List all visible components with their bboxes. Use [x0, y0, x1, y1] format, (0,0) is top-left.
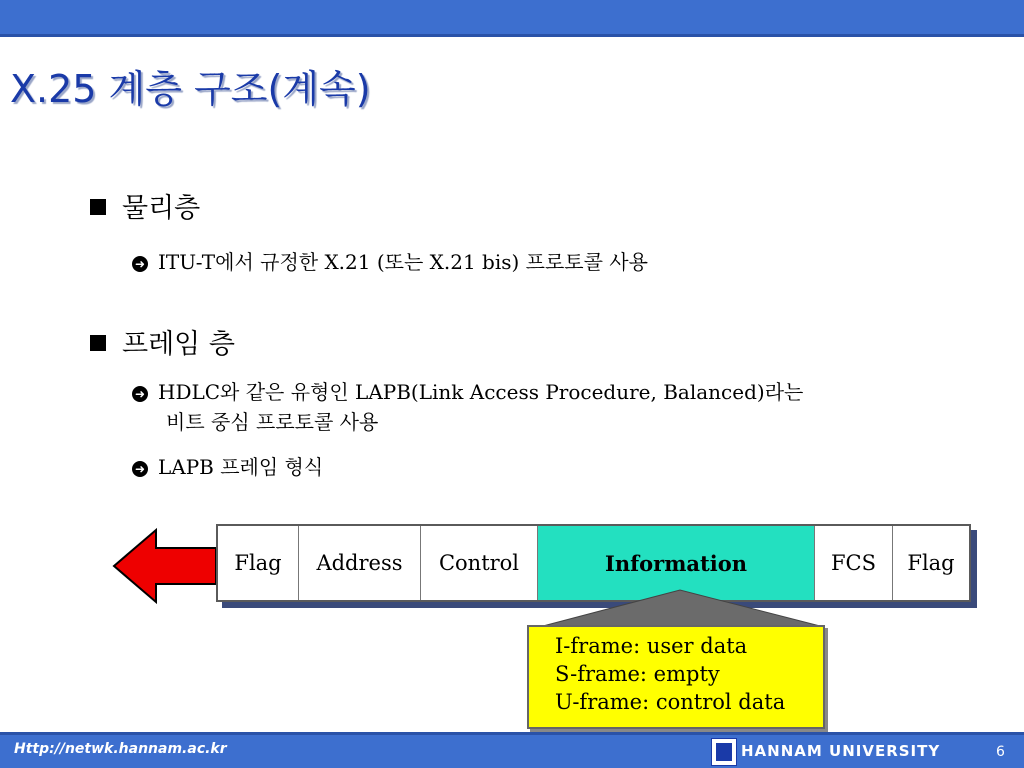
field-fcs: FCS — [815, 526, 893, 600]
bullet-label: 물리층 — [122, 193, 201, 224]
circled-arrow-icon: ➜ — [132, 256, 148, 272]
field-address: Address — [299, 526, 421, 600]
field-information: Information — [538, 526, 815, 600]
callout-line-iframe: I-frame: user data — [555, 634, 748, 658]
sub-bullet-continuation: 비트 중심 프로토콜 사용 — [166, 410, 379, 434]
sub-bullet-text: ITU-T에서 규정한 X.21 (또는 X.21 bis) 프로토콜 사용 — [158, 250, 648, 274]
field-flag-start: Flag — [218, 526, 299, 600]
sub-bullet-text: LAPB 프레임 형식 — [158, 455, 324, 479]
field-control: Control — [421, 526, 538, 600]
circled-arrow-icon: ➜ — [132, 461, 148, 477]
university-name: HANNAM UNIVERSITY — [741, 742, 941, 760]
page-number: 6 — [996, 744, 1005, 760]
footer-url[interactable]: Http://netwk.hannam.ac.kr — [14, 741, 227, 757]
callout-line-sframe: S-frame: empty — [555, 662, 720, 686]
university-logo-icon — [711, 738, 737, 766]
field-flag-end: Flag — [907, 551, 955, 575]
slide-title: X.25 계층 구조(계속) — [10, 67, 371, 111]
circled-arrow-icon: ➜ — [132, 386, 148, 402]
bullet-label: 프레임 층 — [122, 329, 235, 360]
sub-bullet-text: HDLC와 같은 유형인 LAPB(Link Access Procedure, Balanced)라는 — [158, 380, 804, 404]
callout-line-uframe: U-frame: control data — [555, 690, 786, 714]
frame-types-callout — [527, 625, 825, 729]
